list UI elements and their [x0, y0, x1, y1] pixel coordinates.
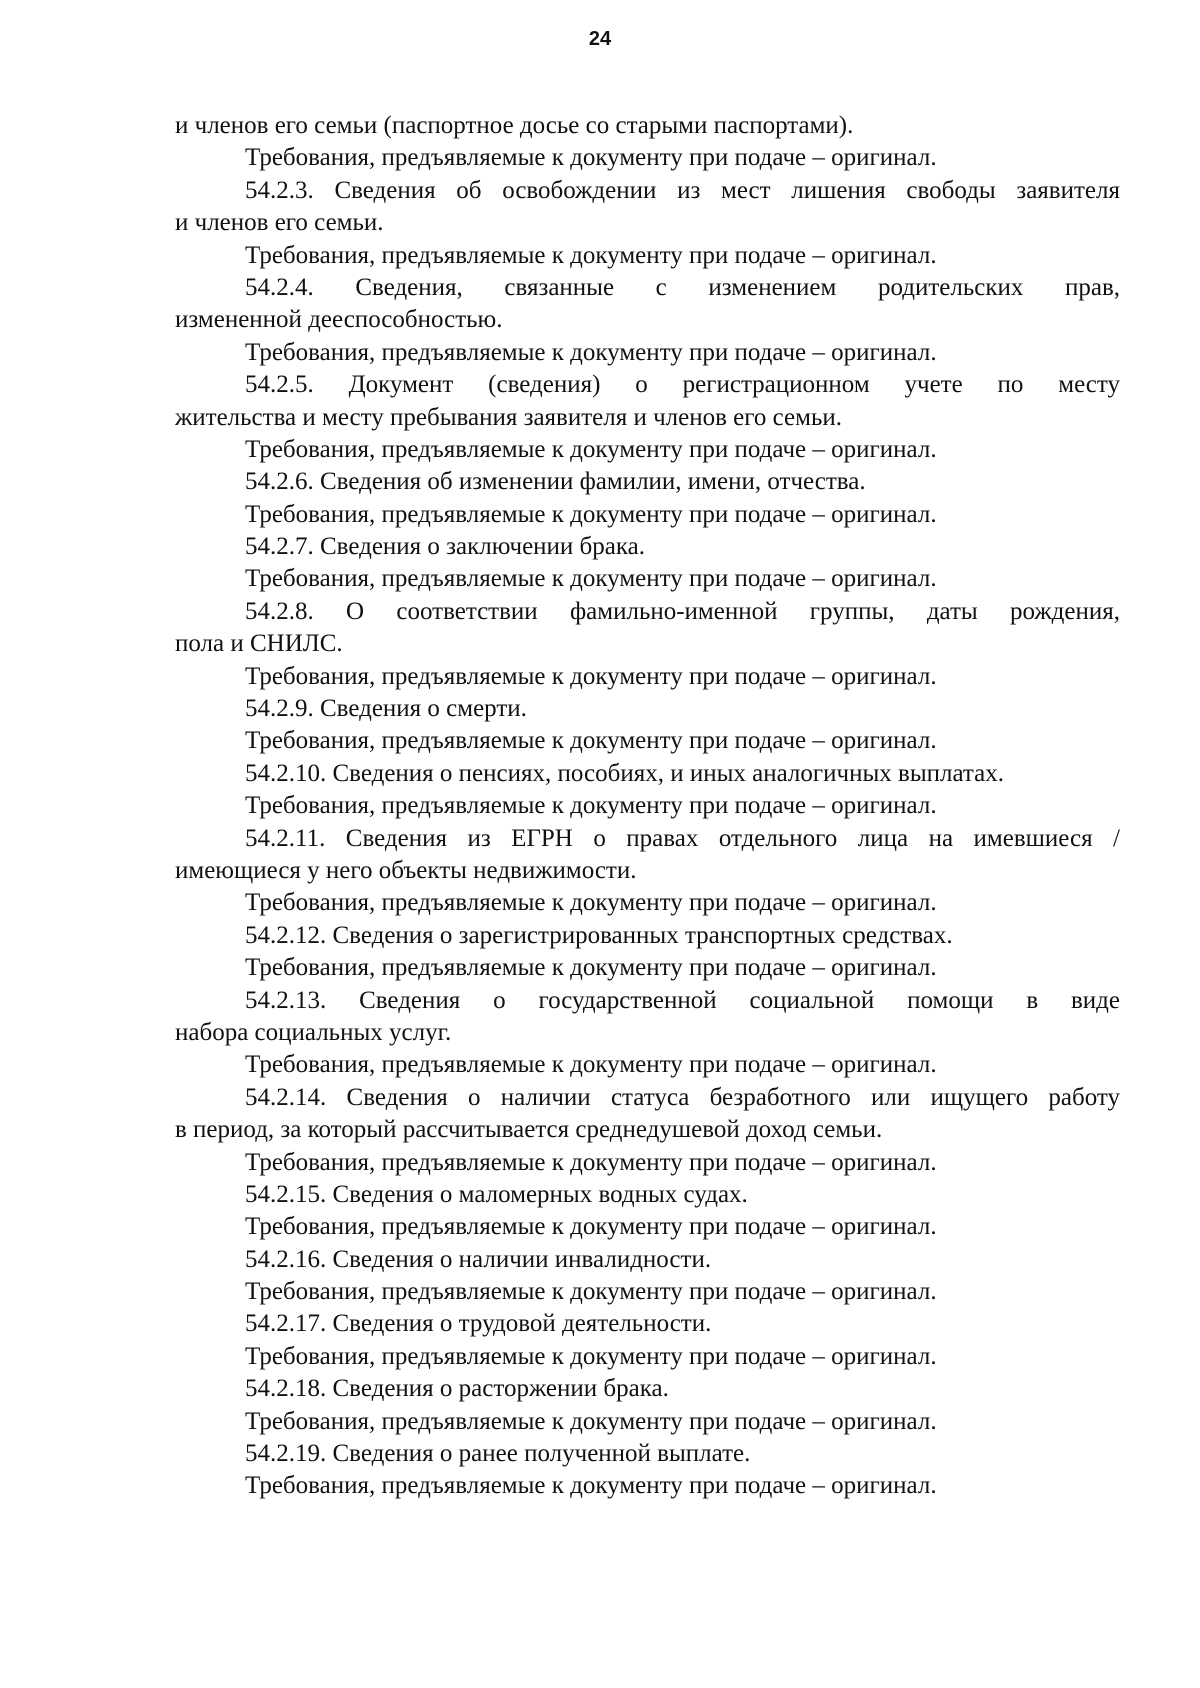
text-line: 54.2.9. Сведения о смерти. — [245, 695, 527, 723]
text-line: Требования, предъявляемые к документу при подаче – оригинал. — [245, 792, 937, 820]
text-line: 54.2.4. Сведения, связанные с изменением родительских прав, — [245, 273, 1120, 301]
text-line: 54.2.3. Сведения об освобождении из мест лишения свободы заявителя — [245, 176, 1120, 204]
text-line: Требования, предъявляемые к документу при подаче – оригинал. — [245, 727, 937, 755]
text-line: имеющиеся у него объекты недвижимости. — [175, 856, 637, 884]
text-line: Требования, предъявляемые к документу при подаче – оригинал. — [245, 565, 937, 593]
text-line: Требования, предъявляемые к документу при подаче – оригинал. — [245, 1148, 937, 1176]
text-line: и членов его семьи. — [175, 209, 384, 237]
text-line: 54.2.11. Сведения из ЕГРН о правах отдельного лица на имевшиеся / — [245, 824, 1120, 852]
text-line: Требования, предъявляемые к документу при подаче – оригинал. — [245, 954, 937, 982]
text-line: Требования, предъявляемые к документу при подаче – оригинал. — [245, 1213, 937, 1241]
text-line: Требования, предъявляемые к документу при подаче – оригинал. — [245, 338, 937, 366]
text-line: 54.2.7. Сведения о заключении брака. — [245, 533, 645, 561]
text-line: 54.2.18. Сведения о расторжении брака. — [245, 1375, 669, 1403]
text-line: 54.2.16. Сведения о наличии инвалидности. — [245, 1245, 712, 1273]
text-line: Требования, предъявляемые к документу при подаче – оригинал. — [245, 1407, 937, 1435]
text-line: Требования, предъявляемые к документу при подаче – оригинал. — [245, 662, 937, 690]
text-line: 54.2.5. Документ (сведения) о регистрационном учете по месту — [245, 371, 1120, 399]
text-line: пола и СНИЛС. — [175, 630, 343, 658]
text-line: Требования, предъявляемые к документу при подаче – оригинал. — [245, 435, 937, 463]
text-line: в период, за который рассчитывается среднедушевой доход семьи. — [175, 1116, 883, 1144]
text-line: 54.2.13. Сведения о государственной социальной помощи в виде — [245, 986, 1120, 1014]
text-line: 54.2.14. Сведения о наличии статуса безработного или ищущего работу — [245, 1083, 1120, 1111]
text-line: 54.2.15. Сведения о маломерных водных судах. — [245, 1180, 748, 1208]
page-number: 24 — [588, 28, 612, 50]
text-line: Требования, предъявляемые к документу при подаче – оригинал. — [245, 241, 937, 269]
text-line: набора социальных услуг. — [175, 1018, 452, 1046]
text-line: Требования, предъявляемые к документу при подаче – оригинал. — [245, 889, 937, 917]
text-line: 54.2.6. Сведения об изменении фамилии, имени, отчества. — [245, 468, 866, 496]
text-line: 54.2.10. Сведения о пенсиях, пособиях, и иных аналогичных выплатах. — [245, 759, 1005, 787]
text-line: Требования, предъявляемые к документу при подаче – оригинал. — [245, 144, 937, 172]
document-body — [175, 110, 1120, 1503]
text-line: Требования, предъявляемые к документу при подаче – оригинал. — [245, 1472, 937, 1500]
text-line: 54.2.12. Сведения о зарегистрированных транспортных средствах. — [245, 921, 953, 949]
text-line: 54.2.8. О соответствии фамильно-именной группы, даты рождения, — [245, 597, 1120, 625]
text-line: 54.2.17. Сведения о трудовой деятельности. — [245, 1310, 712, 1338]
text-line: 54.2.19. Сведения о ранее полученной выплате. — [245, 1440, 751, 1468]
text-line: Требования, предъявляемые к документу при подаче – оригинал. — [245, 1278, 937, 1306]
text-line: Требования, предъявляемые к документу при подаче – оригинал. — [245, 1051, 937, 1079]
text-line: Требования, предъявляемые к документу при подаче – оригинал. — [245, 1342, 937, 1370]
text-line: жительства и месту пребывания заявителя и членов его семьи. — [175, 403, 843, 431]
text-line: Требования, предъявляемые к документу при подаче – оригинал. — [245, 500, 937, 528]
text-line: измененной дееспособностью. — [175, 306, 503, 334]
text-line: и членов его семьи (паспортное досье со старыми паспортами). — [175, 112, 854, 139]
